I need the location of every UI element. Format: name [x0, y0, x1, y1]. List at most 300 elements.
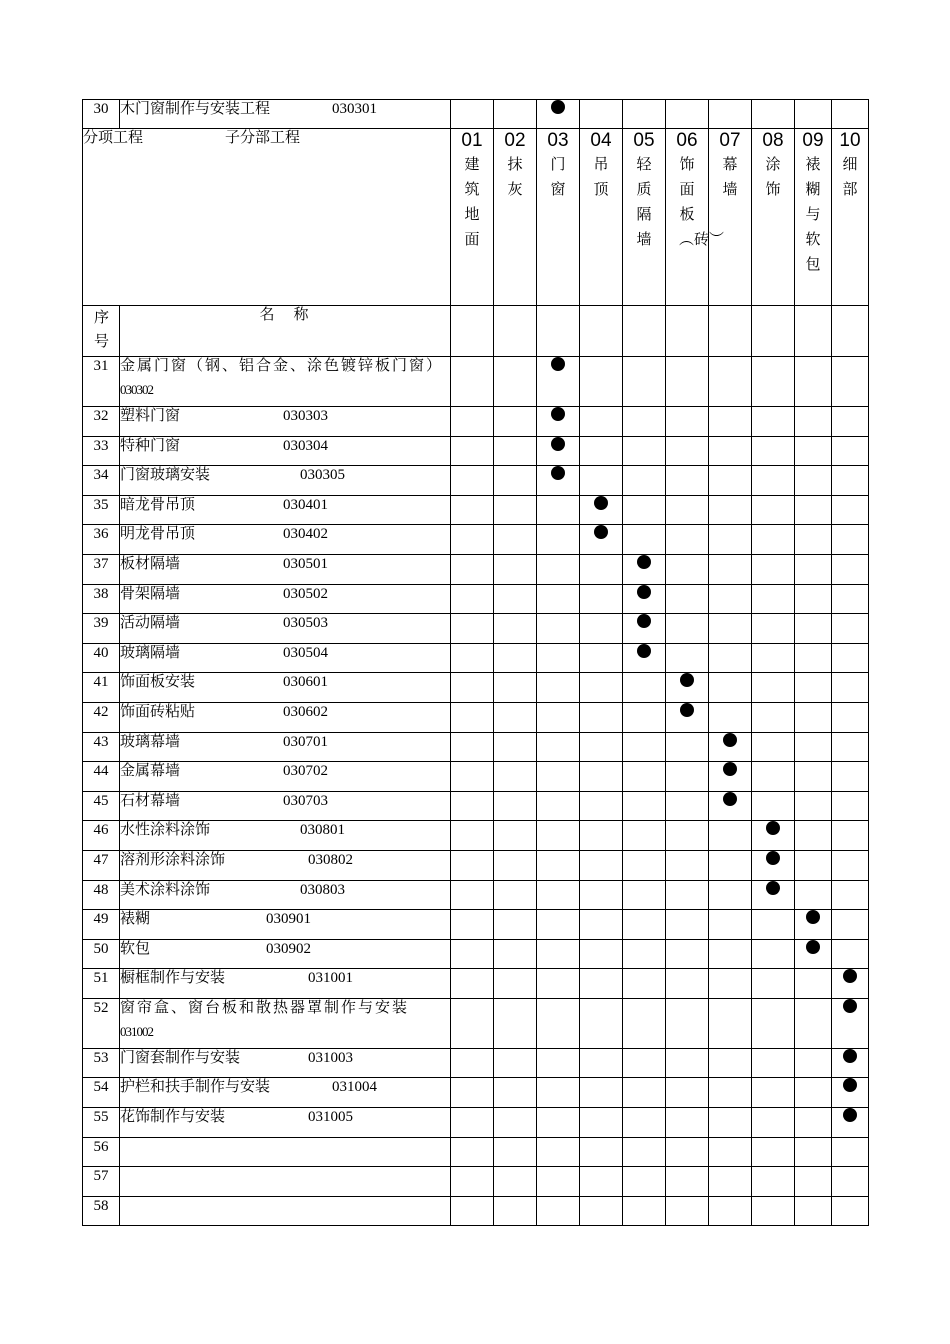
- mark-cell: [795, 614, 832, 644]
- mark-cell: [537, 643, 580, 673]
- mark-cell: [537, 1108, 580, 1138]
- mark-cell: [580, 821, 623, 851]
- mark-cell: [832, 969, 869, 999]
- filled-dot-icon: [766, 851, 780, 865]
- mark-cell: [832, 791, 869, 821]
- seq-header-text: 序号: [94, 310, 110, 350]
- mark-cell: [832, 998, 869, 1048]
- table-row: [83, 466, 869, 496]
- row-name-text: 塑料门窗: [120, 408, 181, 424]
- filled-dot-icon: [594, 525, 608, 539]
- mark-cell: [795, 702, 832, 732]
- row-name: [120, 673, 451, 703]
- mark-cell: [752, 673, 795, 703]
- row-seq: 54: [83, 1078, 120, 1108]
- table-row: [83, 1078, 869, 1108]
- mark-cell: [580, 1167, 623, 1197]
- mark-cell: [494, 821, 537, 851]
- row-code: 030305: [300, 467, 345, 484]
- table-row: [83, 762, 869, 792]
- row-name-text: 暗龙骨吊顶: [120, 496, 196, 513]
- mark-cell: [537, 969, 580, 999]
- mark-cell: [494, 436, 537, 466]
- mark-cell: [451, 969, 494, 999]
- row-name-text: 板材隔墙: [120, 555, 181, 572]
- mark-cell: [494, 1137, 537, 1167]
- mark-cell: [580, 100, 623, 129]
- mark-cell: [623, 554, 666, 584]
- row-name-text: 窗帘盒、窗台板和散热器罩制作与安装: [120, 999, 410, 1016]
- mark-cell: [795, 850, 832, 880]
- mark-cell: [752, 436, 795, 466]
- mark-cell: [832, 525, 869, 555]
- filled-dot-icon: [551, 437, 565, 451]
- row-name-text: 玻璃隔墙: [120, 644, 181, 661]
- row-name-text: 溶剂形涂料涂饰: [120, 851, 226, 868]
- mark-cell: [451, 791, 494, 821]
- mark-cell: [666, 791, 709, 821]
- row-name: [120, 643, 451, 673]
- mark-cell: [580, 643, 623, 673]
- mark-cell: [795, 100, 832, 129]
- mark-cell: [537, 850, 580, 880]
- table-row: [83, 1048, 869, 1078]
- mark-cell: [709, 584, 752, 614]
- row-name: [120, 1137, 451, 1167]
- mark-cell: [537, 702, 580, 732]
- mark-cell: [537, 466, 580, 496]
- mark-cell: [580, 673, 623, 703]
- mark-cell: [623, 407, 666, 437]
- mark-cell: [623, 584, 666, 614]
- row-seq: 57: [83, 1167, 120, 1197]
- mark-cell: [666, 1078, 709, 1108]
- row-seq: 52: [83, 998, 120, 1048]
- mark-cell: [451, 998, 494, 1048]
- mark-cell: [580, 1078, 623, 1108]
- mark-cell: [709, 1078, 752, 1108]
- mark-cell: [494, 1048, 537, 1078]
- filled-dot-icon: [680, 673, 694, 687]
- mark-cell: [537, 1196, 580, 1226]
- row-seq: 38: [83, 584, 120, 614]
- mark-cell: [537, 584, 580, 614]
- mark-cell: [451, 436, 494, 466]
- row-name-text: 石材幕墙: [120, 792, 181, 809]
- category-name: 饰面板︵砖︶: [679, 157, 725, 248]
- row-name-text: 水性涂料涂饰: [120, 822, 211, 839]
- filled-dot-icon: [843, 1108, 857, 1122]
- mark-cell: [752, 584, 795, 614]
- mark-cell: [451, 100, 494, 129]
- row-seq: 39: [83, 614, 120, 644]
- mark-cell: [795, 998, 832, 1048]
- mark-cell: [795, 525, 832, 555]
- mark-cell: [451, 1196, 494, 1226]
- mark-cell: [623, 525, 666, 555]
- mark-cell: [537, 1078, 580, 1108]
- mark-cell: [709, 939, 752, 969]
- filled-dot-icon: [723, 733, 737, 747]
- mark-cell: [832, 466, 869, 496]
- row-name: [120, 614, 451, 644]
- row-name-text: 门窗玻璃安装: [120, 467, 211, 484]
- table-header-label: [83, 129, 451, 306]
- mark-cell: [666, 495, 709, 525]
- mark-cell: [709, 732, 752, 762]
- mark-cell: [709, 525, 752, 555]
- mark-cell: [580, 762, 623, 792]
- mark-cell: [451, 584, 494, 614]
- mark-cell: [537, 998, 580, 1048]
- mark-cell: [623, 466, 666, 496]
- row-name: [120, 357, 451, 407]
- row-name: [120, 998, 451, 1048]
- mark-cell: [494, 466, 537, 496]
- category-name: 门窗: [550, 157, 566, 198]
- mark-cell: [580, 1196, 623, 1226]
- category-name: 涂饰: [765, 157, 781, 198]
- table-row: [83, 791, 869, 821]
- row-name: [120, 702, 451, 732]
- row-name: [120, 939, 451, 969]
- row-seq: 48: [83, 880, 120, 910]
- mark-cell: [666, 614, 709, 644]
- mark-cell: [623, 1196, 666, 1226]
- row-seq: 40: [83, 643, 120, 673]
- mark-cell: [580, 969, 623, 999]
- row-seq: 47: [83, 850, 120, 880]
- mark-cell: [709, 495, 752, 525]
- mark-cell: [795, 1048, 832, 1078]
- table-row: [83, 880, 869, 910]
- mark-cell: [795, 880, 832, 910]
- mark-cell: [451, 525, 494, 555]
- filled-dot-icon: [843, 1078, 857, 1092]
- mark-cell: [494, 407, 537, 437]
- mark-cell: [666, 1167, 709, 1197]
- mark-cell: [537, 673, 580, 703]
- mark-cell: [537, 732, 580, 762]
- mark-cell: [580, 732, 623, 762]
- mark-cell: [580, 407, 623, 437]
- row-name: [120, 880, 451, 910]
- row-name-text: 活动隔墙: [120, 615, 181, 632]
- mark-cell: [623, 791, 666, 821]
- mark-cell: [709, 821, 752, 851]
- mark-cell: [795, 1078, 832, 1108]
- mark-cell: [752, 357, 795, 407]
- row-name: [120, 100, 451, 129]
- mark-cell: [623, 673, 666, 703]
- mark-cell: [752, 495, 795, 525]
- mark-cell: [832, 732, 869, 762]
- category-name: 裱糊与软包: [805, 157, 821, 273]
- mark-cell: [752, 1078, 795, 1108]
- mark-cell: [795, 791, 832, 821]
- mark-cell: [795, 910, 832, 940]
- mark-cell: [580, 554, 623, 584]
- filled-dot-icon: [806, 910, 820, 924]
- mark-cell: [709, 466, 752, 496]
- row-name-text: 饰面板安装: [120, 674, 196, 691]
- row-name-text: 门窗套制作与安装: [120, 1049, 241, 1066]
- table-row: [83, 910, 869, 940]
- mark-cell: [752, 732, 795, 762]
- row-name: [120, 495, 451, 525]
- sub-division-label: 子分部工程: [225, 130, 301, 146]
- table-row: [83, 584, 869, 614]
- row-name: [120, 436, 451, 466]
- row-code: 030803: [300, 881, 345, 898]
- mark-cell: [494, 1078, 537, 1108]
- mark-cell: [451, 466, 494, 496]
- mark-cell: [494, 702, 537, 732]
- category-header: [451, 129, 494, 306]
- row-seq: 51: [83, 969, 120, 999]
- mark-cell: [580, 466, 623, 496]
- row-code: 030601: [283, 674, 328, 691]
- mark-cell: [709, 357, 752, 407]
- category-name: 细部: [842, 157, 858, 198]
- mark-cell: [832, 702, 869, 732]
- mark-cell: [666, 673, 709, 703]
- mark-cell: [795, 436, 832, 466]
- row-code: 030401: [283, 496, 328, 513]
- mark-cell: [752, 1196, 795, 1226]
- mark-cell: [795, 939, 832, 969]
- row-name: [120, 407, 451, 437]
- mark-cell: [832, 1078, 869, 1108]
- category-code: 02: [504, 130, 526, 151]
- category-name: 吊顶: [593, 157, 609, 198]
- row-seq: 44: [83, 762, 120, 792]
- mark-cell: [451, 673, 494, 703]
- category-name: 建筑地面: [464, 157, 480, 248]
- mark-cell: [623, 880, 666, 910]
- mark-cell: [666, 1137, 709, 1167]
- mark-cell: [623, 436, 666, 466]
- row-seq: 32: [83, 407, 120, 437]
- mark-cell: [666, 436, 709, 466]
- category-header: [494, 129, 537, 306]
- filled-dot-icon: [637, 614, 651, 628]
- mark-cell: [537, 1048, 580, 1078]
- mark-cell: [666, 732, 709, 762]
- mark-cell: [537, 525, 580, 555]
- row-name-text: 饰面砖粘贴: [120, 703, 196, 720]
- mark-cell: [623, 702, 666, 732]
- mark-cell: [451, 821, 494, 851]
- mark-cell: [623, 100, 666, 129]
- mark-cell: [666, 554, 709, 584]
- table-row: [83, 525, 869, 555]
- mark-cell: [537, 762, 580, 792]
- row-code: 030901: [266, 911, 311, 928]
- table-row: [83, 969, 869, 999]
- row-code: 030602: [283, 703, 328, 720]
- row-code: 030301: [332, 101, 377, 117]
- category-header: [580, 129, 623, 306]
- row-name-text: 裱糊: [120, 911, 151, 928]
- mark-cell: [537, 910, 580, 940]
- row-seq: 30: [83, 100, 120, 129]
- mark-cell: [832, 554, 869, 584]
- row-name-text: 金属门窗（钢、铝合金、涂色镀锌板门窗）: [120, 358, 444, 374]
- mark-cell: [537, 357, 580, 407]
- mark-cell: [709, 1167, 752, 1197]
- mark-cell: [795, 407, 832, 437]
- mark-cell: [752, 969, 795, 999]
- mark-cell: [795, 466, 832, 496]
- filled-dot-icon: [843, 1049, 857, 1063]
- table-row: [83, 998, 869, 1048]
- mark-cell: [795, 821, 832, 851]
- category-header: [709, 129, 752, 306]
- row-code: 031003: [308, 1049, 353, 1066]
- mark-cell: [666, 939, 709, 969]
- row-name: [120, 466, 451, 496]
- mark-cell: [832, 407, 869, 437]
- row-code: 030501: [283, 555, 328, 572]
- mark-cell: [537, 1137, 580, 1167]
- mark-cell: [451, 357, 494, 407]
- mark-cell: [752, 1108, 795, 1138]
- sub-item-label: 分项工程: [83, 130, 144, 146]
- mark-cell: [451, 407, 494, 437]
- row-name: [120, 554, 451, 584]
- mark-cell: [623, 495, 666, 525]
- mark-cell: [752, 466, 795, 496]
- filled-dot-icon: [551, 100, 565, 114]
- row-code: 030802: [308, 851, 353, 868]
- mark-cell: [580, 1048, 623, 1078]
- row-seq: 55: [83, 1108, 120, 1138]
- row-name-text: 护栏和扶手制作与安装: [120, 1079, 271, 1096]
- table-row: [83, 357, 869, 407]
- table-row: [83, 554, 869, 584]
- mark-cell: [623, 1167, 666, 1197]
- mark-cell: [623, 910, 666, 940]
- row-name-text: 橱框制作与安装: [120, 970, 226, 987]
- filled-dot-icon: [637, 555, 651, 569]
- mark-cell: [494, 525, 537, 555]
- mark-cell: [752, 939, 795, 969]
- mark-cell: [494, 1108, 537, 1138]
- mark-cell: [537, 939, 580, 969]
- row-code: 030302: [120, 382, 153, 397]
- mark-cell: [666, 880, 709, 910]
- mark-cell: [494, 998, 537, 1048]
- row-code: 030303: [283, 408, 328, 424]
- category-code: 01: [461, 130, 483, 151]
- row-seq: 31: [83, 357, 120, 407]
- filled-dot-icon: [806, 940, 820, 954]
- table-row: [83, 702, 869, 732]
- table-row: [83, 939, 869, 969]
- mark-cell: [795, 673, 832, 703]
- category-header: [795, 129, 832, 306]
- category-name: 抹灰: [507, 157, 523, 198]
- mark-cell: [752, 910, 795, 940]
- mark-cell: [752, 1137, 795, 1167]
- mark-cell: [752, 525, 795, 555]
- mark-cell: [666, 357, 709, 407]
- seq-header: [83, 306, 120, 357]
- mark-cell: [752, 850, 795, 880]
- row-code: 030902: [266, 940, 311, 957]
- table-row: [83, 1167, 869, 1197]
- row-name: [120, 821, 451, 851]
- mark-cell: [623, 1108, 666, 1138]
- row-code: 030703: [283, 792, 328, 809]
- row-seq: 46: [83, 821, 120, 851]
- mark-cell: [537, 495, 580, 525]
- mark-cell: [580, 939, 623, 969]
- mark-cell: [580, 702, 623, 732]
- mark-cell: [709, 910, 752, 940]
- mark-cell: [795, 1196, 832, 1226]
- row-seq: 33: [83, 436, 120, 466]
- mark-cell: [709, 407, 752, 437]
- row-name: [120, 1167, 451, 1197]
- mark-cell: [666, 910, 709, 940]
- table-row: [83, 643, 869, 673]
- mark-cell: [709, 702, 752, 732]
- mark-cell: [666, 643, 709, 673]
- filled-dot-icon: [637, 644, 651, 658]
- mark-cell: [580, 880, 623, 910]
- row-code: 031001: [308, 970, 353, 987]
- mark-cell: [666, 762, 709, 792]
- row-name: [120, 1078, 451, 1108]
- row-code: 031004: [332, 1079, 377, 1096]
- name-header: 名 称: [120, 306, 451, 357]
- mark-cell: [709, 1137, 752, 1167]
- mark-cell: [709, 673, 752, 703]
- filled-dot-icon: [723, 792, 737, 806]
- mark-cell: [752, 1167, 795, 1197]
- mark-cell: [451, 1167, 494, 1197]
- mark-cell: [752, 880, 795, 910]
- mark-cell: [494, 1167, 537, 1197]
- mark-cell: [752, 821, 795, 851]
- mark-cell: [623, 1078, 666, 1108]
- row-name: [120, 850, 451, 880]
- mark-cell: [537, 791, 580, 821]
- mark-cell: [451, 614, 494, 644]
- mark-cell: [832, 762, 869, 792]
- category-header: [623, 129, 666, 306]
- mark-cell: [451, 939, 494, 969]
- mark-cell: [709, 614, 752, 644]
- row-code: 030702: [283, 763, 328, 780]
- filled-dot-icon: [680, 703, 694, 717]
- mark-cell: [795, 643, 832, 673]
- mark-cell: [832, 643, 869, 673]
- mark-cell: [795, 1167, 832, 1197]
- mark-cell: [580, 614, 623, 644]
- mark-cell: [709, 554, 752, 584]
- mark-cell: [666, 407, 709, 437]
- mark-cell: [832, 1048, 869, 1078]
- mark-cell: [494, 100, 537, 129]
- mark-cell: [494, 673, 537, 703]
- mark-cell: [623, 969, 666, 999]
- mark-cell: [580, 850, 623, 880]
- mark-cell: [832, 1137, 869, 1167]
- table-row: [83, 436, 869, 466]
